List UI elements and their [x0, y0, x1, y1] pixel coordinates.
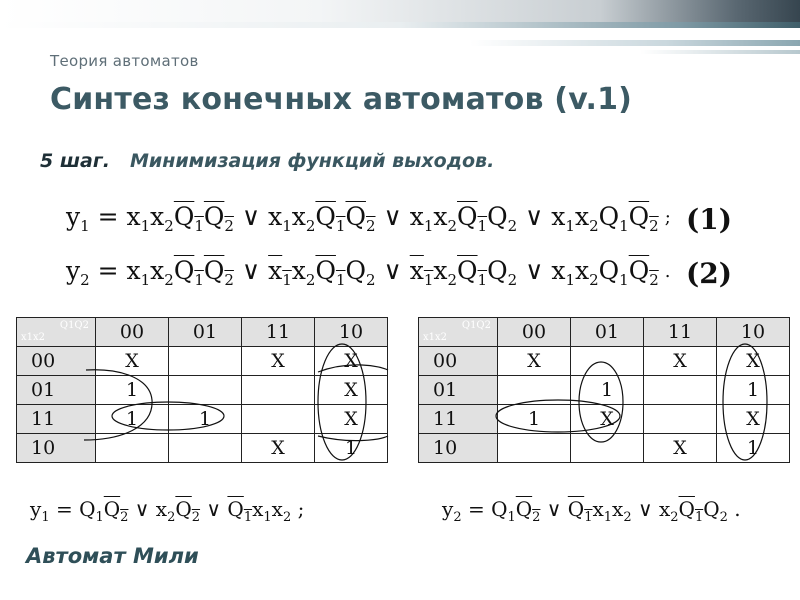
- kmap-col-header: 10: [315, 318, 388, 347]
- kmap-row: [419, 405, 790, 434]
- kmap-cell: X: [644, 347, 717, 376]
- kmap-cell: X: [96, 347, 169, 376]
- kmap-col-header: 01: [169, 318, 242, 347]
- kmap-cell: 1: [96, 376, 169, 405]
- kmap-cell: [644, 405, 717, 434]
- kmap-y1: [16, 317, 388, 463]
- kmap-y2: [418, 317, 790, 463]
- kmap-cell: [571, 434, 644, 463]
- kmap-row: [419, 434, 790, 463]
- kmap-row-header: 01: [17, 376, 96, 405]
- kmap-cell: 1: [498, 405, 571, 434]
- kmap-row-header: 10: [17, 434, 96, 463]
- kmap-cell: [571, 347, 644, 376]
- kmap-row: [17, 347, 388, 376]
- kmap-corner: x1x2 Q1Q2: [419, 318, 498, 347]
- formula-y2-end: .: [664, 261, 671, 282]
- header-line-1: [470, 40, 800, 46]
- kmap-col-header: 00: [498, 318, 571, 347]
- kmap-cell: X: [242, 347, 315, 376]
- kmap-row: [17, 405, 388, 434]
- kmap-cell: X: [571, 405, 644, 434]
- kmap-col-header: 11: [242, 318, 315, 347]
- header-lines: [0, 0, 800, 60]
- slide-title: Синтез конечных автоматов (v.1): [50, 82, 633, 117]
- kmap-col-header: 01: [571, 318, 644, 347]
- kmap-cell: X: [315, 405, 388, 434]
- kmap-cell: [169, 347, 242, 376]
- kmap-row: [419, 347, 790, 376]
- formula-label-1: (1): [686, 203, 732, 236]
- kmap-row-header: 11: [419, 405, 498, 434]
- kmap-cell: X: [315, 376, 388, 405]
- formula-y1: $y_1 = x_1x_2Q_1Q_2$ ∨ $x_1x_2Q_1Q_2$ ∨ $x_1x_2Q_1Q_2$ ∨ $x_1x_2Q_1Q_2$ ;: [66, 202, 671, 235]
- kmap-row-header: 01: [419, 376, 498, 405]
- result-y1: $y_1 = Q_1Q_2$ ∨ $x_2Q_2$ ∨ $Q_1x_1x_2$ ;: [30, 497, 305, 525]
- step-text: Минимизация функций выходов.: [129, 150, 495, 172]
- slide-subtitle: Теория автоматов: [50, 52, 199, 70]
- kmap-cell: X: [498, 347, 571, 376]
- kmap-col-header: 00: [96, 318, 169, 347]
- kmap-row: [419, 376, 790, 405]
- footer-automaton-type: Автомат Мили: [26, 544, 199, 568]
- kmap-cell: X: [717, 405, 790, 434]
- kmap-cell: 1: [717, 376, 790, 405]
- kmap-cell: 1: [315, 434, 388, 463]
- kmap-col-header: 10: [717, 318, 790, 347]
- kmap-cell: 1: [169, 405, 242, 434]
- kmap-row-header: 10: [419, 434, 498, 463]
- kmap-cell: X: [717, 347, 790, 376]
- kmap-cell: 1: [717, 434, 790, 463]
- kmap-cell: X: [644, 434, 717, 463]
- kmap-cell: [498, 376, 571, 405]
- kmap-cell: [242, 405, 315, 434]
- kmap-cell: [242, 376, 315, 405]
- kmap-row: [17, 434, 388, 463]
- kmap-cell: [169, 434, 242, 463]
- kmap-cell: 1: [96, 405, 169, 434]
- formula-y1-end: ;: [664, 207, 671, 228]
- result-y1-end: ;: [297, 497, 305, 521]
- kmap-cell: [169, 376, 242, 405]
- step-heading: [40, 150, 494, 172]
- formula-label-2: (2): [686, 257, 732, 290]
- kmap-corner: x1x2 Q1Q2: [17, 318, 96, 347]
- kmap-header-row: [17, 318, 388, 347]
- kmap-col-header: 11: [644, 318, 717, 347]
- kmap-cell: X: [315, 347, 388, 376]
- result-y2-end: .: [734, 497, 741, 521]
- kmap-row: [17, 376, 388, 405]
- kmap-cell: [96, 434, 169, 463]
- step-number: 5 шаг.: [40, 150, 110, 172]
- kmap-row-header: 00: [17, 347, 96, 376]
- formula-y2: $y_2 = x_1x_2Q_1Q_2$ ∨ $x_1x_2Q_1Q_2$ ∨ $x_1x_2Q_1Q_2$ ∨ $x_1x_2Q_1Q_2$ .: [66, 256, 671, 289]
- kmap-row-header: 11: [17, 405, 96, 434]
- header-line-2: [640, 50, 800, 54]
- kmap-cell: 1: [571, 376, 644, 405]
- result-y2: $y_2 = Q_1Q_2$ ∨ $Q_1x_1x_2$ ∨ $x_2Q_1Q_2$ .: [442, 497, 741, 525]
- kmap-header-row: [419, 318, 790, 347]
- kmap-cell: [644, 376, 717, 405]
- kmap-row-header: 00: [419, 347, 498, 376]
- kmap-cell: X: [242, 434, 315, 463]
- kmap-cell: [498, 434, 571, 463]
